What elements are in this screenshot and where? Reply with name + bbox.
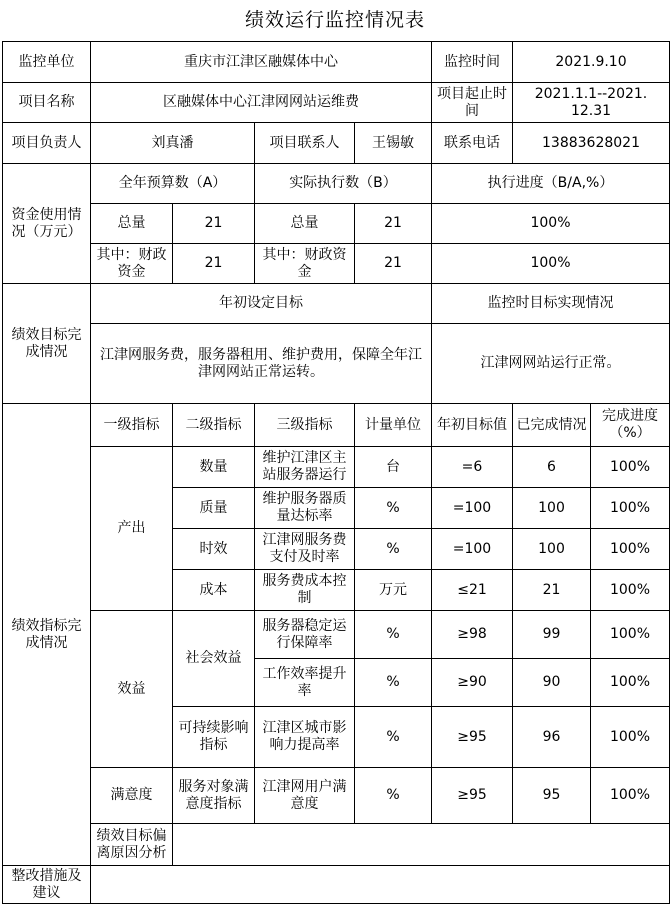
actual-fiscal-value: 21 xyxy=(355,244,432,284)
indicators-label: 绩效指标完成情况 xyxy=(3,404,91,866)
actual-header: 实际执行数（B） xyxy=(255,164,432,204)
unit-value: 重庆市江津区融媒体中心 xyxy=(91,42,432,83)
header-done: 已完成情况 xyxy=(513,404,591,447)
actual-total-label: 总量 xyxy=(255,204,355,244)
indicator-unit: 万元 xyxy=(355,570,432,611)
manager-value: 刘真潘 xyxy=(91,123,255,164)
goals-header-row xyxy=(3,284,670,324)
indicator-name: 江津网用户满意度 xyxy=(255,768,355,824)
indicator-name: 维护江津区主站服务器运行 xyxy=(255,447,355,488)
indicator-progress: 100% xyxy=(591,447,670,488)
funds-header-row xyxy=(3,164,670,204)
table-row xyxy=(3,768,670,824)
header-target: 年初目标值 xyxy=(432,404,513,447)
indicator-target: =100 xyxy=(432,488,513,529)
header-progress: 完成进度（%） xyxy=(591,404,670,447)
phone-value: 13883628021 xyxy=(513,123,670,164)
actual-fiscal-label: 其中：财政资金 xyxy=(255,244,355,284)
indicator-name: 江津网服务费支付及时率 xyxy=(255,529,355,570)
rectify-label: 整改措施及建议 xyxy=(3,866,91,904)
monitoring-table xyxy=(2,41,670,904)
indicator-progress: 100% xyxy=(591,570,670,611)
indicator-progress: 100% xyxy=(591,659,670,707)
rectify-value xyxy=(91,866,670,904)
indicator-target: ≥90 xyxy=(432,659,513,707)
budget-header: 全年预算数（A） xyxy=(91,164,255,204)
indicator-unit: % xyxy=(355,707,432,768)
goals-label: 绩效目标完成情况 xyxy=(3,284,91,404)
indicator-target: ≥95 xyxy=(432,768,513,824)
initial-goal-text: 江津网服务费，服务器租用、维护费用，保障全年江津网网站正常运转。 xyxy=(91,324,432,404)
project-value: 区融媒体中心江津网网站运维费 xyxy=(91,83,432,123)
indicator-name: 服务费成本控制 xyxy=(255,570,355,611)
indicator-name: 工作效率提升率 xyxy=(255,659,355,707)
initial-goal-header: 年初设定目标 xyxy=(91,284,432,324)
manager-label: 项目负责人 xyxy=(3,123,91,164)
progress-header: 执行进度（B/A,%） xyxy=(432,164,670,204)
fiscal-progress: 100% xyxy=(432,244,670,284)
header-level2: 二级指标 xyxy=(173,404,255,447)
rectify-row xyxy=(3,866,670,904)
deviation-label: 绩效目标偏离原因分析 xyxy=(91,824,173,866)
funds-total-row xyxy=(3,204,670,244)
table-row xyxy=(3,611,670,659)
indicator-unit: % xyxy=(355,529,432,570)
achieved-goal-text: 江津网网站运行正常。 xyxy=(432,324,670,404)
indicator-target: =100 xyxy=(432,529,513,570)
period-value: 2021.1.1--2021.12.31 xyxy=(513,83,670,123)
indicator-progress: 100% xyxy=(591,488,670,529)
indicator-name: 维护服务器质量达标率 xyxy=(255,488,355,529)
period-label: 项目起止时间 xyxy=(432,83,513,123)
budget-fiscal-label: 其中：财政资金 xyxy=(91,244,173,284)
indicator-done: 90 xyxy=(513,659,591,707)
indicator-unit: % xyxy=(355,659,432,707)
indicator-progress: 100% xyxy=(591,768,670,824)
goals-text-row xyxy=(3,324,670,404)
indicator-unit: % xyxy=(355,768,432,824)
total-progress: 100% xyxy=(432,204,670,244)
unit-label: 监控单位 xyxy=(3,42,91,83)
unit-row xyxy=(3,42,670,83)
level2-sustainable: 可持续影响指标 xyxy=(173,707,255,768)
manager-row xyxy=(3,123,670,164)
indicators-header-row xyxy=(3,404,670,447)
achieved-goal-header: 监控时目标实现情况 xyxy=(432,284,670,324)
header-level3: 三级指标 xyxy=(255,404,355,447)
indicator-done: 96 xyxy=(513,707,591,768)
level1-benefit: 效益 xyxy=(91,611,173,768)
indicator-unit: % xyxy=(355,611,432,659)
indicator-progress: 100% xyxy=(591,611,670,659)
level2-service-satisfaction: 服务对象满意度指标 xyxy=(173,768,255,824)
level2-quality: 质量 xyxy=(173,488,255,529)
budget-total-value: 21 xyxy=(173,204,255,244)
indicator-done: 100 xyxy=(513,488,591,529)
time-value: 2021.9.10 xyxy=(513,42,670,83)
indicator-done: 21 xyxy=(513,570,591,611)
indicator-target: =6 xyxy=(432,447,513,488)
header-unit: 计量单位 xyxy=(355,404,432,447)
contact-label: 项目联系人 xyxy=(255,123,355,164)
level2-quantity: 数量 xyxy=(173,447,255,488)
phone-label: 联系电话 xyxy=(432,123,513,164)
actual-total-value: 21 xyxy=(355,204,432,244)
deviation-row xyxy=(3,824,670,866)
level2-social: 社会效益 xyxy=(173,611,255,707)
indicator-done: 100 xyxy=(513,529,591,570)
indicator-progress: 100% xyxy=(591,707,670,768)
indicator-progress: 100% xyxy=(591,529,670,570)
deviation-value xyxy=(173,824,670,866)
project-label: 项目名称 xyxy=(3,83,91,123)
table-row xyxy=(3,447,670,488)
level1-satisfaction: 满意度 xyxy=(91,768,173,824)
contact-value: 王锡敏 xyxy=(355,123,432,164)
indicator-name: 服务器稳定运行保障率 xyxy=(255,611,355,659)
budget-fiscal-value: 21 xyxy=(173,244,255,284)
budget-total-label: 总量 xyxy=(91,204,173,244)
indicator-target: ≥98 xyxy=(432,611,513,659)
level2-cost: 成本 xyxy=(173,570,255,611)
indicator-target: ≥95 xyxy=(432,707,513,768)
indicator-name: 江津区城市影响力提高率 xyxy=(255,707,355,768)
indicator-done: 95 xyxy=(513,768,591,824)
indicator-done: 99 xyxy=(513,611,591,659)
time-label: 监控时间 xyxy=(432,42,513,83)
level1-output: 产出 xyxy=(91,447,173,611)
level2-timeliness: 时效 xyxy=(173,529,255,570)
indicator-unit: % xyxy=(355,488,432,529)
indicator-unit: 台 xyxy=(355,447,432,488)
indicator-target: ≤21 xyxy=(432,570,513,611)
indicator-done: 6 xyxy=(513,447,591,488)
project-row xyxy=(3,83,670,123)
page-title: 绩效运行监控情况表 xyxy=(244,9,425,31)
funds-label: 资金使用情况（万元） xyxy=(3,164,91,284)
funds-fiscal-row xyxy=(3,244,670,284)
header-level1: 一级指标 xyxy=(91,404,173,447)
